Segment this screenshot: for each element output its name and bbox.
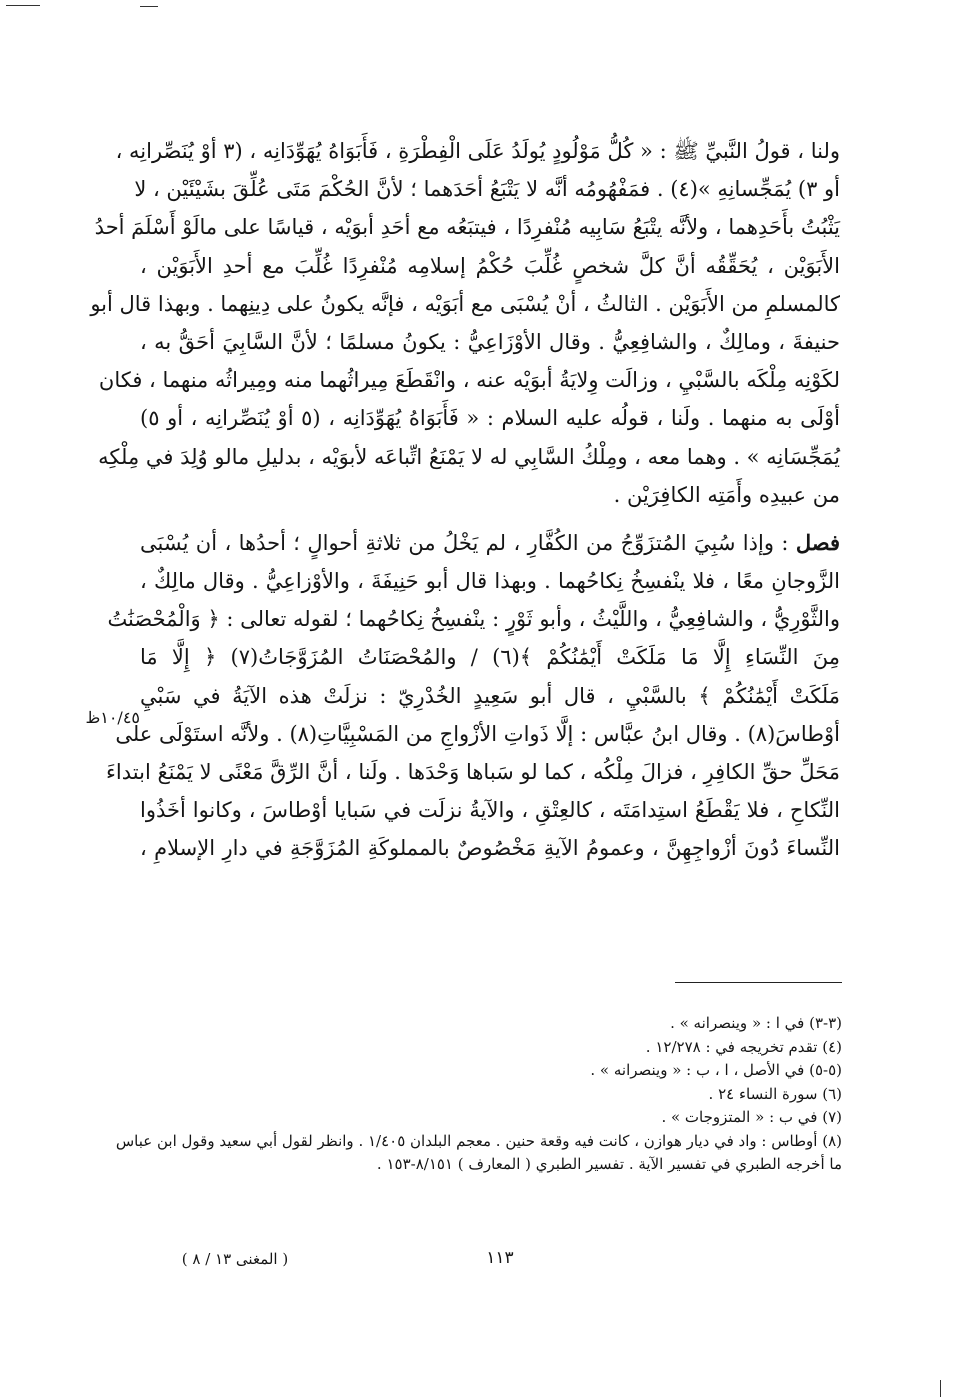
text-line: : وإذا سُبِيَ المُتزَوِّجُ من الكُفَّارِ ، لم يَخْلُ من ثلاثةِ أحوالٍ ؛ أحدُها ، أن يُسْبَى	[140, 530, 789, 555]
text-line: مِنَ النِّسَاءِ إِلَّا مَا مَلَكَتْ أَيْمَٰنُكُمْ ﴾(٦) / والمُحْصَنَاتُ المُزَوَّجَاتُ(٧) ﴿ إِلَّا مَا	[140, 645, 841, 670]
text-line: من عبيدِه وأَمَتِه الكافِرَيْن .	[613, 482, 840, 507]
scan-mark	[140, 6, 158, 7]
text-line: كالمسلمِ من الأَبَوَيْن . الثالثُ ، أنْ يُسْبَى مع أبَوَيْه ، فإنَّه يكونُ على دِينِهما . وبهذا قال أبو	[90, 291, 840, 316]
text-line: لكَوْنِه مِلْكَه بالسَّبْيِ ، وزالَت وِلايَةُ أبوَيْه عنه ، وانْقَطَعَ مِيراثُهما منه ومِيراثُه منهما ، فكان	[98, 368, 840, 393]
text-line: يُمَجِّسَانِه » . وهما معه ، ومِلْكُ السَّابِي له لا يَمْنَعُ اتِّباعَه لأبوَيْه ، بدليلِ مالو وُلِدَ في مِلْكِه	[98, 444, 840, 469]
footnote-divider	[675, 982, 842, 983]
text-line: ولنا ، قولُ النَّبيِّ ﷺ : « كُلُّ مَوْلُودٍ يُولَدُ عَلَى الْفِطْرَةِ ، فَأَبَوَاهُ يُهَوِّدَانِه ، (٣ أوْ يُنَصِّرانِه ،	[115, 139, 840, 163]
footnote: (٤) تقدم تخريجه في : ١٢/٢٧٨ .	[645, 1037, 842, 1056]
text-line: حنيفةَ ، ومالِكٌ ، والشافِعِيُّ . وقال الأوْزَاعِيُّ : يكونُ مسلمًا ؛ لأنَّ السَّابِيَ أحَقُّ به ،	[140, 329, 840, 354]
footnote: (٦) سورة النساء ٢٤ .	[708, 1084, 842, 1103]
section-heading: فصل	[795, 529, 840, 555]
text-line: الزَّوجانِ معًا ، فلا ينْفسِخُ نِكاحُهما . وبهذا قال أبو حَنِيفَةَ ، والأوْزاعِيُّ . وقال مالِكٌ ،	[140, 569, 840, 594]
text-line: النِّساءَ دُونَ أزْواجِهِنَّ ، وعمومُ الآيةِ مَخْصُوصٌ بالمملوكَةِ المُزَوَّجَةِ في دارِ الإسلامِ ،	[140, 836, 840, 861]
footnote: (٥-٥) في الأصل ، ا ، ب : « وينصرانه » .	[590, 1061, 842, 1079]
text-line: أوْطاسَ(٨) . وقال ابنُ عبَّاس : إلَّا ذَواتِ الأزْواجِ من المَسْبِيَّاتِ(٨) . ولأنَّه استَوْلَى على	[115, 721, 840, 746]
paragraph-gap	[140, 514, 840, 524]
page-number: ١١٣	[486, 1248, 514, 1268]
scan-mark	[6, 5, 40, 6]
footnote: (٨) أوطاس : واد في ديار هوازن ، كانت فيه وقعة حنين . معجم البلدان ١/٤٠٥ . وانظر لقول أبي سعيد وقول ابن عباس	[115, 1131, 842, 1150]
text-line: أو ٣) يُمَجِّسانِهِ »(٤) . فمَفْهُومُه أنَّه لا يَتْبَعُ أحَدَهما ؛ لأنَّ الحُكْمَ مَتَى عُلِّقَ بشَيْئَيْن ، لا	[134, 177, 840, 202]
footnote: ما أخرجه الطبري في تفسير الآية . تفسير الطبري ( المعارف ) ٨/١٥١-١٥٣ .	[376, 1155, 842, 1173]
volume-signature: ( المغنى ١٣ / ٨ )	[181, 1250, 289, 1268]
text-line: والثَّوْرِيُّ ، والشافِعِيُّ ، واللَّيْثُ ، وأبو ثَوْرٍ : ينْفسِخُ نِكاحُهما ؛ لقوله تعالى : ﴿ وَالْمُحْصَنَٰتُ	[107, 607, 840, 632]
footnotes	[115, 1012, 842, 1177]
text-line: مَلَكَتْ أَيْمَٰنُكُمْ ﴾ بالسَّبْيِ ، قال أبو سَعِيدٍ الخُدْرِيّ : نزلَتْ هذه الآيَةُ في سَبْيِ	[140, 683, 840, 708]
scan-mark	[940, 1380, 941, 1397]
text-line: أوْلَى به منهما . ولَنا ، قولُه عليه السلام : « فَأَبَوَاهُ يُهَوِّدَانِه ، (٥ أوْ يُنَصِّرانِه ، أو ٥)	[140, 406, 840, 431]
text-line: الأَبَوَيْن ، يُحَقِّقُه أنَّ كلَّ شخصٍ غُلِّبَ حُكْمُ إسلامِه مُنْفرِدًا غُلِّبَ مع أحدِ الأَبَوَيْن ،	[140, 253, 840, 278]
footnote: (٣-٣) في ا : « وينصرانه » .	[670, 1014, 842, 1032]
text-line: النِّكاحِ ، فلا يَقْطَعُ استِدامَتَه ، كالعِتْقِ ، والآيةُ نزلَت في سَبايا أوْطاسَ ، وكانوا أخَذُوا	[140, 798, 840, 823]
margin-folio-note: ١٠/٤٥ظ	[85, 708, 140, 727]
text-line: يَثْبُتُ بأَحَدِهما ، ولأنَّه يتْبَعُ سَابِيه مُنْفرِدًا ، فيتبَعُه مع أحَدِ أبوَيْه ، قياسًا على مالَوْ أَسْلَمَ أحدُ	[94, 215, 840, 240]
footnote: (٧) في ب : « المتزوجات » .	[661, 1108, 842, 1126]
section-first-line	[140, 524, 840, 562]
text-line: مَحَلِّ حقِّ الكافِرِ ، فزالَ مِلْكُه ، كما لو سَباها وَحْدَها . ولَنا ، أنَّ الرِّقَّ مَعْنًى لا يَمْنَعُ ابتداءَ	[106, 760, 840, 784]
